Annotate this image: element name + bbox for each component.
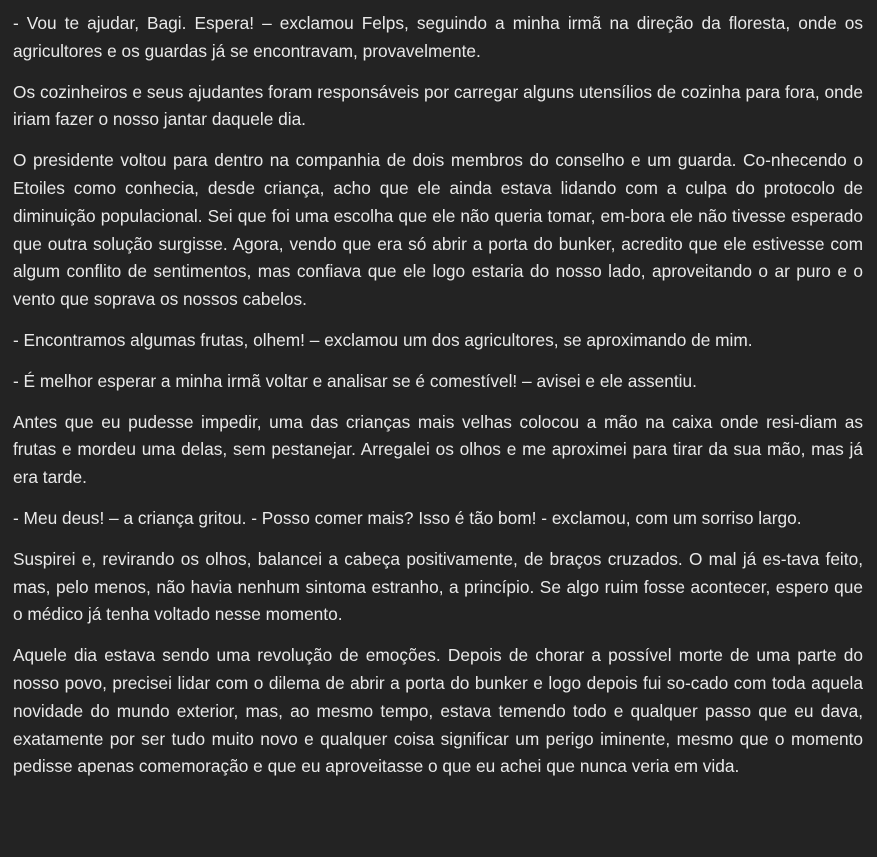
paragraph: - Meu deus! – a criança gritou. - Posso comer mais? Isso é tão bom! - exclamou, com um sorriso largo. — [13, 507, 802, 528]
paragraph: Os cozinheiros e seus ajudantes foram responsáveis por carregar alguns utensílios de cozinha para fora, onde iriam fazer o nosso jantar daquele dia. — [13, 81, 863, 130]
paragraph: Antes que eu pudesse impedir, uma das crianças mais velhas colocou a mão na caixa onde resi-diam as frutas e mordeu uma delas, sem pestanejar. Arregalei os olhos e me aproximei para tirar da sua mão, mas já era tarde. — [13, 411, 863, 488]
paragraph: - É melhor esperar a minha irmã voltar e analisar se é comestível! – avisei e ele assentiu. — [13, 370, 697, 391]
paragraph: Suspirei e, revirando os olhos, balancei a cabeça positivamente, de braços cruzados. O mal já es-tava feito, mas, pelo menos, não havia nenhum sintoma estranho, a princípio. Se algo ruim fosse acontecer, espero que o médico já tenha voltado nesse momento. — [13, 548, 863, 625]
paragraph: Aquele dia estava sendo uma revolução de emoções. Depois de chorar a possível morte de uma parte do nosso povo, precisei lidar com o dilema de abrir a porta do bunker e logo depois fui so-cado com toda aquela novidade do mundo exterior, mas, ao mesmo tempo, estava temendo todo e qualquer passo que eu dava, exatamente por ser tudo muito novo e qualquer coisa significar um perigo iminente, mesmo que o momento pedisse apenas comemoração e que eu aproveitasse o que eu achei que nunca veria em vida. — [13, 645, 863, 777]
paragraph: - Encontramos algumas frutas, olhem! – exclamou um dos agricultores, se aproximando de mim. — [13, 329, 753, 350]
paragraph: O presidente voltou para dentro na companhia de dois membros do conselho e um guarda. Co-nhecendo o Etoiles como conhecia, desde criança, acho que ele ainda estava lidando com a culpa do protocolo de diminuição populacional. Sei que foi uma escolha que ele não queria tomar, em-bora ele não tivesse esperado que outra solução surgisse. Agora, vendo que era só abrir a porta do bunker, acredito que ele estivesse com algum conflito de sentimentos, mas confiava que ele logo estaria do nosso lado, aproveitando o ar puro e o vento que soprava os nossos cabelos. — [13, 150, 863, 310]
document-body — [13, 10, 863, 781]
paragraph: - Vou te ajudar, Bagi. Espera! – exclamou Felps, seguindo a minha irmã na direção da floresta, onde os agricultores e os guardas já se encontravam, provavelmente. — [13, 13, 863, 61]
